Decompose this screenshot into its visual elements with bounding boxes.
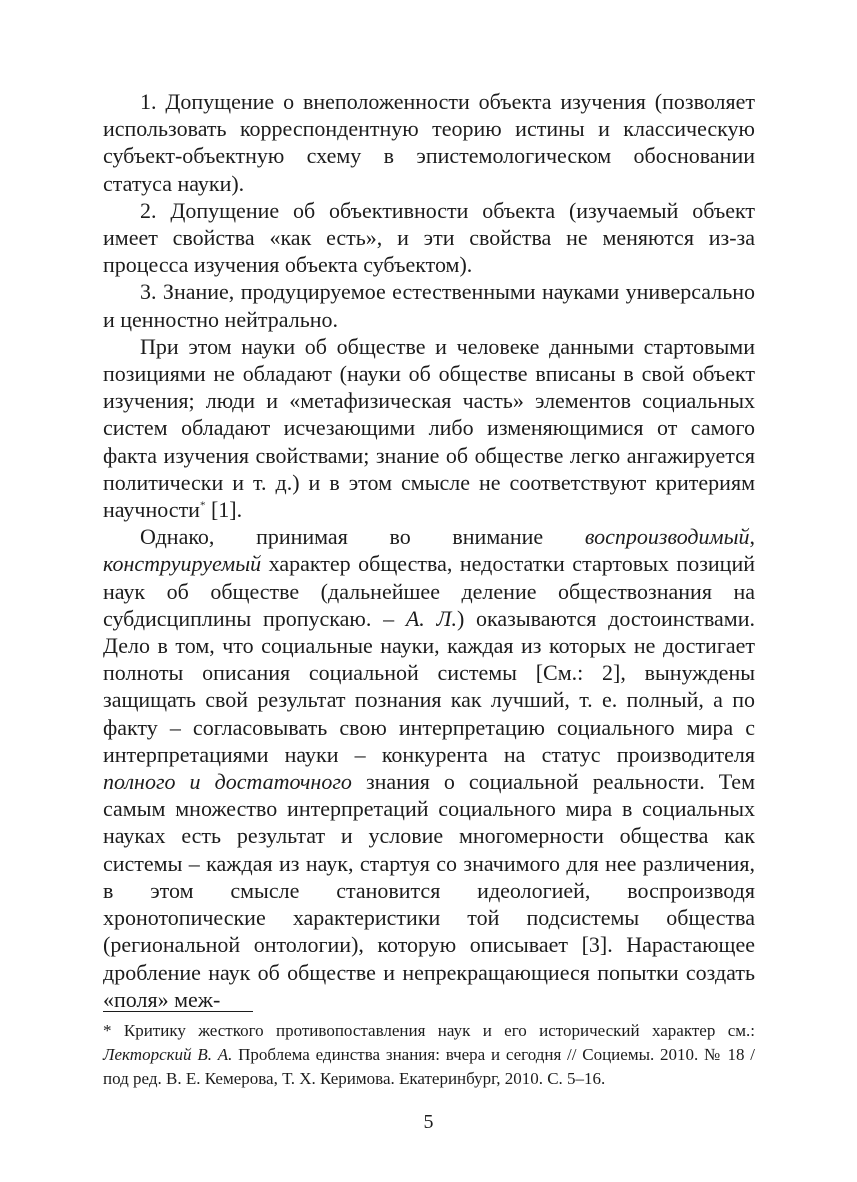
footnote-text-2: Проблема единства знания: вчера и сегодня // Социемы. 2010. № 18 / под ред. В. Е. Кемерова, Т. Х. Керимова. Екатеринбург, 2010. С. 5–16. <box>103 1045 755 1088</box>
footnote-text-1: * Критику жесткого противопоставления наук и его исторический характер см.: <box>103 1021 755 1040</box>
paragraph-5 <box>103 523 755 1013</box>
paragraph-4 <box>103 333 755 523</box>
footnote-divider <box>103 1011 253 1012</box>
reference-1: [1]. <box>205 497 243 523</box>
emphasis-reproducible: воспроизводимый <box>584 524 750 550</box>
page-body <box>103 88 755 1013</box>
footnote-marker: * <box>199 499 206 512</box>
paragraph-3: 3. Знание, продуцируемое естественными науками универсально и ценностно нейтрально. <box>103 279 755 332</box>
paragraph-5-text-1: Однако, принимая во внимание <box>140 524 585 550</box>
emphasis-complete-sufficient: полного и достаточного <box>103 769 352 795</box>
paragraph-4-text: При этом науки об обществе и человеке данными стартовыми позициями не обладают (науки об обществе вписаны в свой объект изучения; люди и «метафизическая часть» элементов социальных систем обладают исчезающими либо изменяющимися от самого факта изучения свойствами; знание об обществе легко ангажируется политически и т. д.) и в этом смысле не соответствуют критериям научности <box>103 333 755 523</box>
author-initials: А. Л. <box>405 605 457 631</box>
footnote <box>103 1019 755 1091</box>
paragraph-5-text-5: знания о социальной реальности. Тем самым множество интерпретаций социального мира в социальных науках есть результат и условие многомерности общества как системы – каждая из наук, стартуя со значимого для нее различения, в этом смысле становится идеологией, воспроизводя хронотопические характеристики той подсистемы общества (региональной онтологии), которую описывает [3]. Нарастающее дробление наук об обществе и непрекращающиеся попытки создать «поля» меж- <box>103 769 755 1012</box>
footnote-author: Лекторский В. А. <box>103 1045 233 1064</box>
paragraph-5-text-2: , <box>749 524 755 550</box>
paragraph-2: 2. Допущение об объективности объекта (изучаемый объект имеет свойства «как есть», и эти свойства не меняются из-за процесса изучения объекта субъектом). <box>103 197 755 278</box>
paragraph-5-text-3: характер общества, недостатки стартовых позиций наук об обществе (дальнейшее деление обществознания на субдисциплины пропускаю. – <box>103 551 755 631</box>
emphasis-constructed: конструируемый <box>103 551 262 577</box>
paragraph-1: 1. Допущение о внеположенности объекта изучения (позволяет использовать корреспондентную теорию истины и классическую субъект-объектную схему в эпистемологическом обосновании статуса науки). <box>103 89 755 196</box>
paragraph-5-text-4: ) оказываются достоинствами. Дело в том, что социальные науки, каждая из которых не достигает полноты описания социальной системы [См.: 2], вынуждены защищать свой результат познания как лучший, т. е. полный, а по факту – согласовывать свою интерпретацию социального мира с интерпретациями науки – конкурента на статус производителя <box>103 605 756 767</box>
page-number: 5 <box>423 1111 434 1133</box>
